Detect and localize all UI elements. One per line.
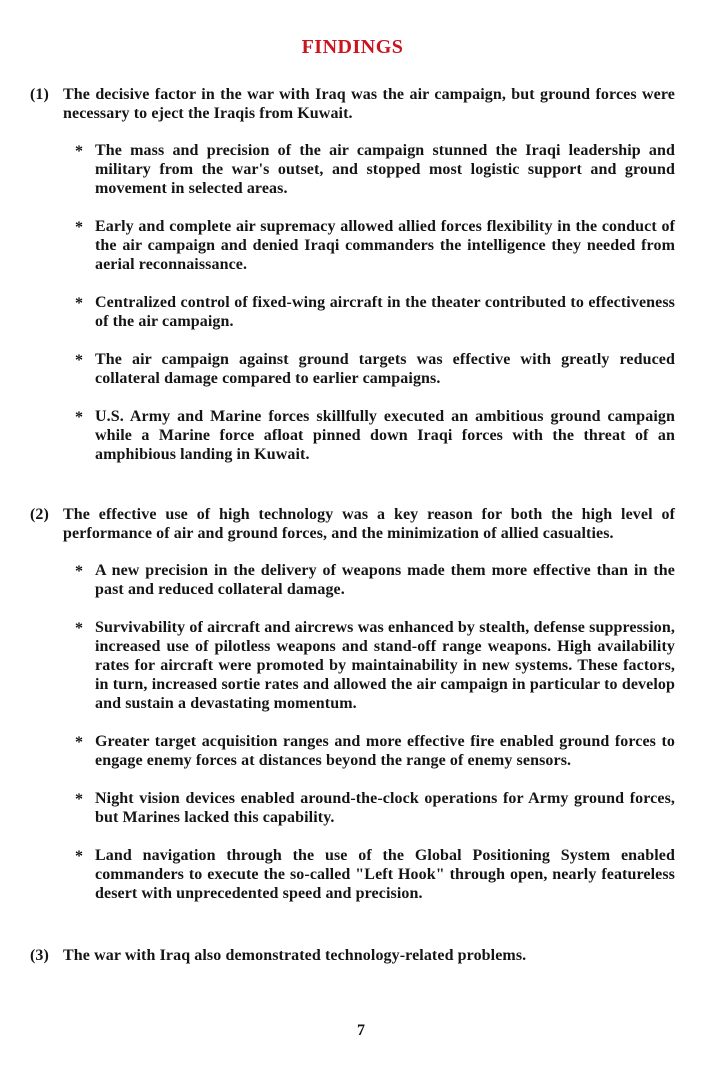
bullet-item [75,293,675,331]
bullet-text: A new precision in the delivery of weapons made them more effective than in the past and reduced collateral damage. [95,562,675,598]
bullet-marker: * [75,409,84,426]
bullet-item [75,846,675,903]
finding-paragraph-2 [30,505,675,543]
bullet-item [75,141,675,198]
page-title: FINDINGS [301,36,404,58]
bullet-text: Survivability of aircraft and aircrews was enhanced by stealth, defense suppression, increased use of pilotless weapons and stand-off range weapons. High availability rates for aircraft were promoted by maintainability in new systems. These factors, in turn, increased sortie rates and allowed the air campaign in particular to develop and sustain a devastating momentum. [95,619,675,712]
bullet-marker: * [75,143,84,160]
bullet-text: Land navigation through the use of the Global Positioning System enabled commanders to execute the so-called "Left Hook" through open, nearly featureless desert with unprecedented speed and precision. [95,847,675,902]
bullet-marker: * [75,563,84,580]
finding-paragraph-1 [30,85,675,123]
bullet-text: The mass and precision of the air campaign stunned the Iraqi leadership and military from the war's outset, and stopped most logistic support and ground movement in selected areas. [95,142,675,197]
finding-text: The effective use of high technology was a key reason for both the high level of performance of air and ground forces, and the minimization of allied casualties. [63,506,675,542]
bullet-text: Night vision devices enabled around-the-clock operations for Army ground forces, but Marines lacked this capability. [95,790,675,826]
bullet-item [75,407,675,464]
bullet-marker: * [75,352,84,369]
finding-text: The war with Iraq also demonstrated technology-related problems. [63,947,527,964]
bullet-marker: * [75,295,84,312]
finding-number: (2) [30,506,49,523]
bullet-marker: * [75,219,84,236]
page-number: 7 [357,1022,365,1039]
bullet-text: The air campaign against ground targets was effective with greatly reduced collateral damage compared to earlier campaigns. [95,351,675,387]
finding-paragraph-3 [30,946,675,965]
bullet-item [75,561,675,599]
bullet-item [75,618,675,713]
bullet-text: Early and complete air supremacy allowed allied forces flexibility in the conduct of the air campaign and denied Iraqi commanders the intelligence they needed from aerial reconnaissance. [95,218,675,273]
bullet-marker: * [75,791,84,808]
bullet-marker: * [75,848,84,865]
bullet-item [75,732,675,770]
bullet-marker: * [75,620,84,637]
bullet-item [75,217,675,274]
bullet-marker: * [75,734,84,751]
bullet-text: Greater target acquisition ranges and more effective fire enabled ground forces to engage enemy forces at distances beyond the range of enemy sensors. [95,733,675,769]
finding-number: (1) [30,86,49,103]
document-content [30,0,675,965]
finding-text: The decisive factor in the war with Iraq was the air campaign, but ground forces were necessary to eject the Iraqis from Kuwait. [63,86,675,122]
bullet-text: U.S. Army and Marine forces skillfully executed an ambitious ground campaign while a Marine force afloat pinned down Iraqi forces with the threat of an amphibious landing in Kuwait. [95,408,675,463]
bullet-text: Centralized control of fixed-wing aircraft in the theater contributed to effectiveness of the air campaign. [95,294,675,330]
bullet-item [75,350,675,388]
finding-number: (3) [30,947,49,964]
bullet-item [75,789,675,827]
